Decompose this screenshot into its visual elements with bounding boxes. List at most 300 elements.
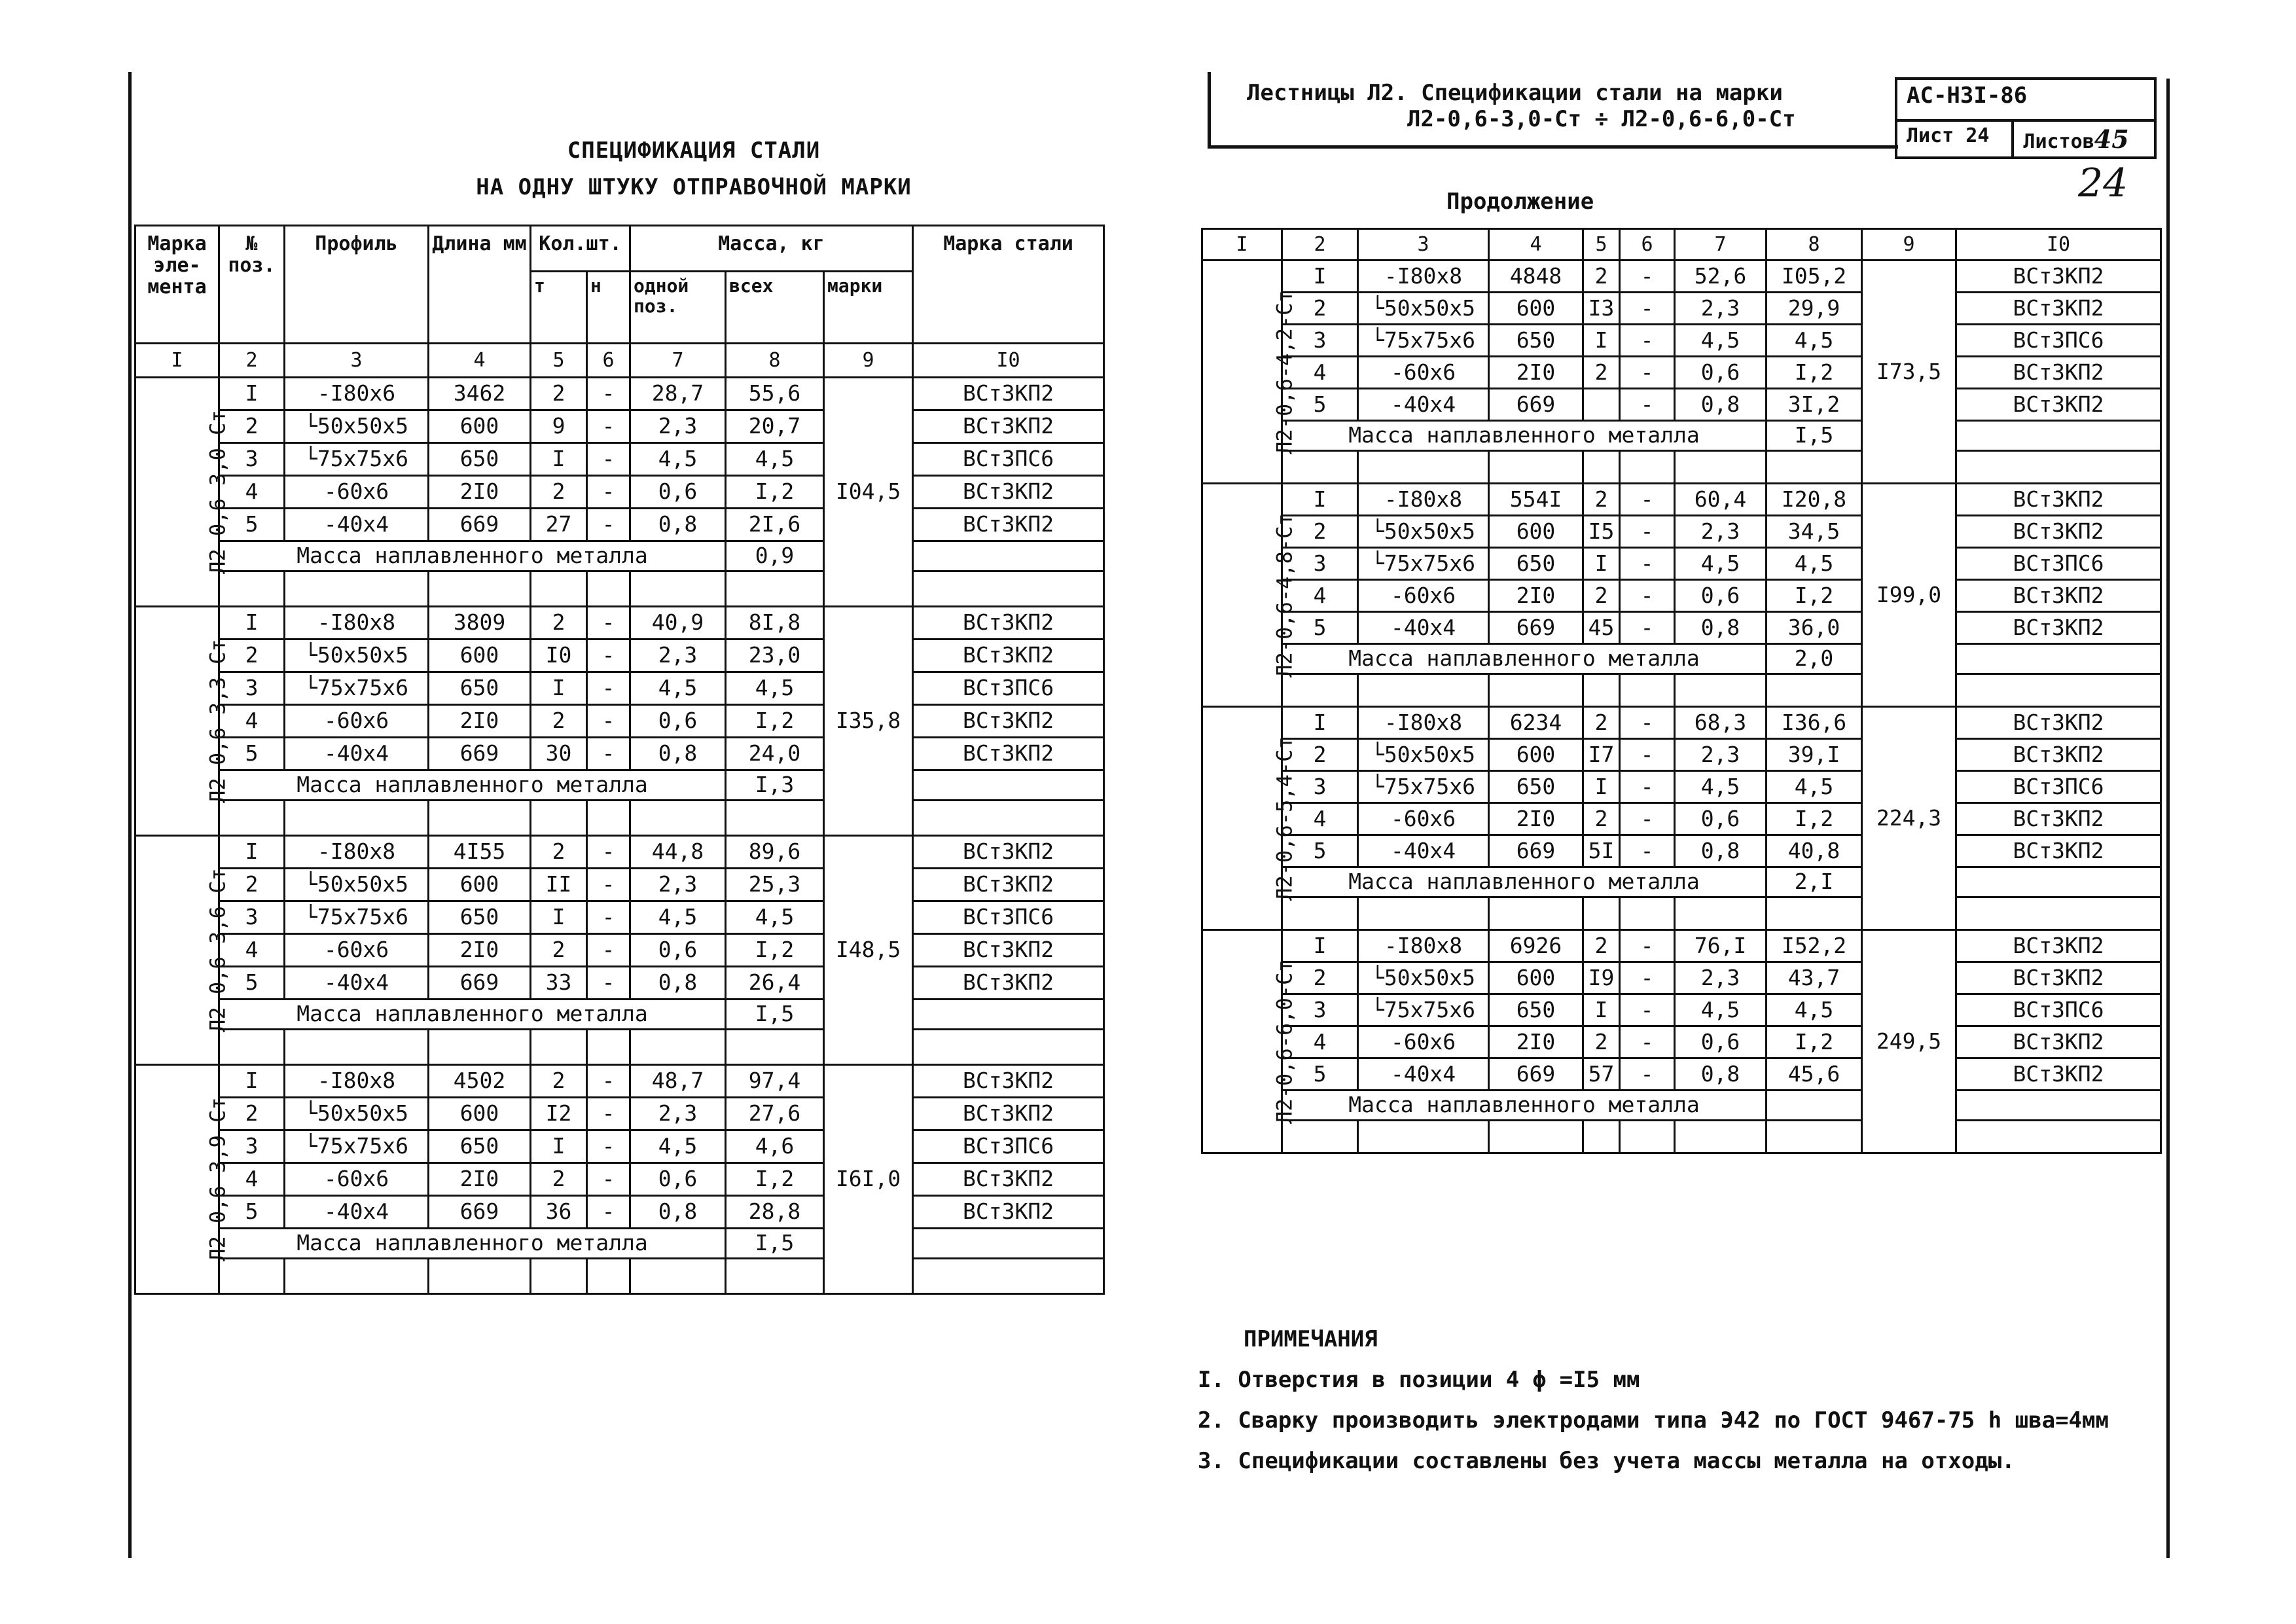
length-cell: 4848 bbox=[1489, 261, 1583, 293]
mass-one-cell: 2,3 bbox=[630, 869, 726, 901]
pos-cell: 5 bbox=[1282, 612, 1358, 644]
right-colnum: I0 bbox=[1956, 229, 2161, 261]
pos-cell: 3 bbox=[1282, 771, 1358, 803]
profile-cell: └50х50х5 bbox=[1358, 739, 1489, 771]
qty-n-cell: - bbox=[1620, 261, 1675, 293]
length-cell: 650 bbox=[1489, 548, 1583, 580]
left-colnum: 9 bbox=[824, 344, 913, 378]
note-3: 3. Спецификации составлены без учета массы металла на отходы. bbox=[1198, 1448, 2015, 1474]
length-cell: 600 bbox=[429, 1098, 531, 1130]
table-row bbox=[135, 901, 1104, 934]
filler-cell bbox=[219, 1030, 285, 1065]
weld-steel-blank bbox=[913, 1229, 1104, 1259]
qty-n-cell: - bbox=[1620, 484, 1675, 516]
qty-n-cell: - bbox=[1620, 994, 1675, 1026]
mass-all-cell: 28,8 bbox=[726, 1196, 824, 1229]
pos-cell: 4 bbox=[219, 1163, 285, 1196]
qty-t-cell: 2 bbox=[531, 607, 587, 640]
filler-cell bbox=[1358, 674, 1489, 707]
left-colnum: I bbox=[135, 344, 219, 378]
pos-cell: 4 bbox=[1282, 580, 1358, 612]
mass-one-cell: 2,3 bbox=[630, 1098, 726, 1130]
element-mark-cell bbox=[1202, 930, 1297, 1153]
pos-cell: 5 bbox=[219, 738, 285, 770]
qty-n-cell: - bbox=[587, 967, 630, 1000]
length-cell: 669 bbox=[1489, 389, 1583, 421]
length-cell: 2I0 bbox=[429, 705, 531, 738]
steel-cell: ВСт3ПС6 bbox=[1956, 994, 2161, 1026]
mass-one-cell: 2,3 bbox=[1675, 516, 1767, 548]
mass-all-cell: 4,5 bbox=[726, 901, 824, 934]
weld-row bbox=[135, 541, 1104, 571]
left-colnum: 7 bbox=[630, 344, 726, 378]
filler-cell bbox=[630, 571, 726, 607]
mass-one-cell: 68,3 bbox=[1675, 707, 1767, 739]
filler-cell bbox=[429, 571, 531, 607]
mass-mark-cell: 249,5 bbox=[1862, 930, 1956, 1153]
length-cell: 669 bbox=[429, 1196, 531, 1229]
mass-one-cell: 4,5 bbox=[1675, 994, 1767, 1026]
table-row bbox=[135, 607, 1104, 640]
qty-n-cell: - bbox=[587, 738, 630, 770]
profile-cell: -60х6 bbox=[285, 934, 429, 967]
mass-one-cell: 0,6 bbox=[630, 476, 726, 509]
steel-cell: ВСт3КП2 bbox=[913, 640, 1104, 672]
length-cell: 650 bbox=[1489, 994, 1583, 1026]
qty-t-cell: II bbox=[531, 869, 587, 901]
element-mark: Л2-0,6-3,9-Ст bbox=[205, 1097, 230, 1262]
pos-cell: 3 bbox=[219, 443, 285, 476]
pos-cell: 2 bbox=[1282, 516, 1358, 548]
mass-one-cell: 4,5 bbox=[630, 1130, 726, 1163]
length-cell: 2I0 bbox=[429, 1163, 531, 1196]
pos-cell: 2 bbox=[219, 869, 285, 901]
profile-cell: └75х75х6 bbox=[285, 1130, 429, 1163]
left-colnum: 3 bbox=[285, 344, 429, 378]
steel-cell: ВСт3КП2 bbox=[1956, 835, 2161, 867]
table-row bbox=[1202, 994, 2161, 1026]
left-colnum: 5 bbox=[531, 344, 587, 378]
qty-t-cell: 2 bbox=[531, 1163, 587, 1196]
left-border-line bbox=[128, 72, 132, 1558]
handwritten-sheet-number: 24 bbox=[2078, 160, 2128, 206]
steel-cell: ВСт3КП2 bbox=[913, 476, 1104, 509]
mass-one-cell: 0,6 bbox=[630, 1163, 726, 1196]
pos-cell: 2 bbox=[1282, 962, 1358, 994]
filler-cell bbox=[1767, 674, 1862, 707]
mass-one-cell: 0,8 bbox=[1675, 835, 1767, 867]
element-mark-cell bbox=[1202, 484, 1297, 707]
steel-cell: ВСт3КП2 bbox=[913, 1065, 1104, 1098]
weld-label: Масса наплавленного металла bbox=[1282, 1091, 1767, 1121]
profile-cell: -40х4 bbox=[1358, 835, 1489, 867]
qty-n-cell: - bbox=[1620, 1058, 1675, 1091]
mass-mark-cell: I6I,0 bbox=[824, 1065, 913, 1294]
steel-cell: ВСт3КП2 bbox=[913, 607, 1104, 640]
steel-cell: ВСт3КП2 bbox=[1956, 484, 2161, 516]
table-row bbox=[135, 410, 1104, 443]
mass-one-cell: 28,7 bbox=[630, 378, 726, 410]
mass-all-cell: I,2 bbox=[1767, 803, 1862, 835]
qty-n-cell: - bbox=[587, 476, 630, 509]
profile-cell: └50х50х5 bbox=[1358, 516, 1489, 548]
mass-one-cell: 4,5 bbox=[1675, 325, 1767, 357]
table-row bbox=[1202, 357, 2161, 389]
table-row bbox=[135, 738, 1104, 770]
mass-mark-cell: 224,3 bbox=[1862, 707, 1956, 930]
left-hdr-pos: № поз. bbox=[219, 226, 285, 344]
pos-cell: I bbox=[1282, 261, 1358, 293]
qty-n-cell: - bbox=[587, 705, 630, 738]
profile-cell: └75х75х6 bbox=[1358, 325, 1489, 357]
left-colnum: 4 bbox=[429, 344, 531, 378]
qty-n-cell: - bbox=[1620, 707, 1675, 739]
element-mark: Л2-0,6-3,6-Ст bbox=[205, 868, 230, 1033]
mass-one-cell: 44,8 bbox=[630, 836, 726, 869]
profile-cell: -40х4 bbox=[1358, 389, 1489, 421]
pos-cell: 5 bbox=[1282, 389, 1358, 421]
continuation-label: Продолжение bbox=[1446, 189, 1594, 215]
mass-all-cell: 4,5 bbox=[1767, 548, 1862, 580]
mass-one-cell: 0,8 bbox=[630, 967, 726, 1000]
stamp-table bbox=[1895, 77, 2157, 159]
profile-cell: -60х6 bbox=[1358, 1026, 1489, 1058]
steel-cell: ВСт3ПС6 bbox=[913, 1130, 1104, 1163]
left-title bbox=[367, 137, 1021, 200]
table-row bbox=[1202, 739, 2161, 771]
mass-one-cell: 0,6 bbox=[1675, 803, 1767, 835]
weld-label: Масса наплавленного металла bbox=[1282, 867, 1767, 897]
qty-t-cell: 30 bbox=[531, 738, 587, 770]
left-hdr-length: Длина мм bbox=[429, 226, 531, 344]
qty-n-cell: - bbox=[587, 901, 630, 934]
note-1: I. Отверстия в позиции 4 ϕ =I5 мм bbox=[1198, 1367, 1640, 1393]
weld-steel-blank bbox=[1956, 421, 2161, 451]
note-2: 2. Сварку производить электродами типа Э42 по ГОСТ 9467-75 h шва=4мм bbox=[1198, 1407, 2109, 1434]
mass-one-cell: 76,I bbox=[1675, 930, 1767, 962]
pos-cell: 5 bbox=[219, 1196, 285, 1229]
length-cell: 669 bbox=[429, 738, 531, 770]
steel-cell: ВСт3КП2 bbox=[913, 967, 1104, 1000]
length-cell: 2I0 bbox=[1489, 1026, 1583, 1058]
left-hdr-qty-n: н bbox=[587, 272, 630, 344]
mass-all-cell: 4,5 bbox=[726, 672, 824, 705]
qty-n-cell: - bbox=[1620, 548, 1675, 580]
element-mark: Л2-0,6-4,2-Ст bbox=[1272, 290, 1297, 454]
left-hdr-steel: Марка стали bbox=[913, 226, 1104, 344]
mass-all-cell: I,2 bbox=[1767, 580, 1862, 612]
length-cell: 600 bbox=[1489, 739, 1583, 771]
profile-cell: -60х6 bbox=[285, 476, 429, 509]
mass-all-cell: I52,2 bbox=[1767, 930, 1862, 962]
mass-one-cell: 0,6 bbox=[630, 705, 726, 738]
steel-cell: ВСт3КП2 bbox=[913, 378, 1104, 410]
table-row bbox=[135, 640, 1104, 672]
mass-one-cell: 0,6 bbox=[1675, 1026, 1767, 1058]
qty-t-cell: 2 bbox=[531, 836, 587, 869]
qty-n-cell: - bbox=[587, 1196, 630, 1229]
profile-cell: -40х4 bbox=[285, 738, 429, 770]
left-spec-table bbox=[134, 225, 1105, 1295]
qty-n-cell: - bbox=[587, 836, 630, 869]
table-row bbox=[1202, 1058, 2161, 1091]
left-colnum: 2 bbox=[219, 344, 285, 378]
filler-cell bbox=[587, 801, 630, 836]
weld-steel-blank bbox=[913, 1000, 1104, 1030]
table-row bbox=[1202, 580, 2161, 612]
qty-n-cell: - bbox=[587, 1098, 630, 1130]
qty-n-cell: - bbox=[587, 443, 630, 476]
filler-cell bbox=[285, 571, 429, 607]
pos-cell: 2 bbox=[1282, 293, 1358, 325]
filler-cell bbox=[1675, 897, 1767, 930]
filler-cell bbox=[1583, 451, 1620, 484]
mass-mark-cell: I35,8 bbox=[824, 607, 913, 836]
table-row bbox=[1202, 835, 2161, 867]
mass-one-cell: 2,3 bbox=[630, 640, 726, 672]
steel-cell: ВСт3КП2 bbox=[913, 1196, 1104, 1229]
mass-one-cell: 0,8 bbox=[1675, 1058, 1767, 1091]
qty-t-cell: 2 bbox=[1583, 261, 1620, 293]
filler-cell bbox=[1620, 1121, 1675, 1153]
weld-mass: I,5 bbox=[726, 1000, 824, 1030]
steel-cell: ВСт3КП2 bbox=[1956, 580, 2161, 612]
profile-cell: -I80х8 bbox=[285, 1065, 429, 1098]
length-cell: 669 bbox=[1489, 835, 1583, 867]
filler-cell bbox=[587, 1259, 630, 1294]
mass-one-cell: 2,3 bbox=[1675, 962, 1767, 994]
qty-t-cell: 2 bbox=[1583, 484, 1620, 516]
filler-cell bbox=[531, 571, 587, 607]
qty-t-cell: 33 bbox=[531, 967, 587, 1000]
profile-cell: -60х6 bbox=[1358, 803, 1489, 835]
qty-t-cell: 2 bbox=[1583, 580, 1620, 612]
element-mark-cell bbox=[135, 607, 230, 836]
length-cell: 669 bbox=[429, 509, 531, 541]
qty-t-cell: I7 bbox=[1583, 739, 1620, 771]
pos-cell: I bbox=[1282, 484, 1358, 516]
filler-cell bbox=[1767, 451, 1862, 484]
mass-all-cell: 23,0 bbox=[726, 640, 824, 672]
mass-all-cell: 29,9 bbox=[1767, 293, 1862, 325]
steel-cell: ВСт3КП2 bbox=[1956, 293, 2161, 325]
mass-one-cell: 4,5 bbox=[1675, 548, 1767, 580]
mass-all-cell: 97,4 bbox=[726, 1065, 824, 1098]
profile-cell: -40х4 bbox=[1358, 1058, 1489, 1091]
table-row bbox=[1202, 325, 2161, 357]
element-mark-cell bbox=[135, 836, 230, 1065]
filler-cell bbox=[587, 571, 630, 607]
qty-n-cell: - bbox=[587, 509, 630, 541]
qty-n-cell: - bbox=[1620, 835, 1675, 867]
qty-n-cell: - bbox=[587, 607, 630, 640]
right-colnum: 8 bbox=[1767, 229, 1862, 261]
steel-cell: ВСт3КП2 bbox=[1956, 261, 2161, 293]
pos-cell: 4 bbox=[1282, 357, 1358, 389]
steel-cell: ВСт3ПС6 bbox=[1956, 771, 2161, 803]
left-hdr-mass: Масса, кг bbox=[630, 226, 913, 272]
left-hdr-profile: Профиль bbox=[285, 226, 429, 344]
table-row bbox=[135, 1196, 1104, 1229]
profile-cell: -60х6 bbox=[285, 705, 429, 738]
mass-all-cell: I,2 bbox=[726, 476, 824, 509]
mass-one-cell: 4,5 bbox=[630, 443, 726, 476]
filler-cell bbox=[1675, 674, 1767, 707]
table-row bbox=[135, 476, 1104, 509]
weld-label: Масса наплавленного металла bbox=[219, 1229, 726, 1259]
profile-cell: -40х4 bbox=[1358, 612, 1489, 644]
mass-all-cell: 26,4 bbox=[726, 967, 824, 1000]
steel-cell: ВСт3КП2 bbox=[1956, 930, 2161, 962]
weld-row bbox=[1202, 1091, 2161, 1121]
profile-cell: └75х75х6 bbox=[285, 901, 429, 934]
qty-t-cell: I bbox=[531, 672, 587, 705]
length-cell: 600 bbox=[429, 869, 531, 901]
steel-cell: ВСт3ПС6 bbox=[913, 672, 1104, 705]
weld-mass bbox=[1767, 1091, 1862, 1121]
pos-cell: 4 bbox=[219, 705, 285, 738]
right-colnum: 6 bbox=[1620, 229, 1675, 261]
length-cell: 650 bbox=[429, 901, 531, 934]
mass-one-cell: 0,8 bbox=[630, 1196, 726, 1229]
mass-one-cell: 4,5 bbox=[1675, 771, 1767, 803]
pos-cell: 3 bbox=[1282, 548, 1358, 580]
mass-all-cell: I05,2 bbox=[1767, 261, 1862, 293]
mass-all-cell: 40,8 bbox=[1767, 835, 1862, 867]
left-colnum: I0 bbox=[913, 344, 1104, 378]
filler-cell bbox=[1620, 897, 1675, 930]
profile-cell: └75х75х6 bbox=[1358, 548, 1489, 580]
table-row bbox=[135, 509, 1104, 541]
pos-cell: 4 bbox=[1282, 1026, 1358, 1058]
profile-cell: -I80х8 bbox=[285, 607, 429, 640]
weld-label: Масса наплавленного металла bbox=[219, 770, 726, 801]
qty-n-cell: - bbox=[1620, 739, 1675, 771]
qty-n-cell: - bbox=[1620, 325, 1675, 357]
table-row bbox=[135, 934, 1104, 967]
length-cell: 650 bbox=[429, 1130, 531, 1163]
weld-mass: I,3 bbox=[726, 770, 824, 801]
pos-cell: 5 bbox=[1282, 835, 1358, 867]
mass-one-cell: 4,5 bbox=[630, 901, 726, 934]
qty-t-cell: 2 bbox=[531, 934, 587, 967]
element-mark-cell bbox=[135, 1065, 230, 1294]
weld-label: Масса наплавленного металла bbox=[219, 1000, 726, 1030]
mass-one-cell: 0,6 bbox=[630, 934, 726, 967]
filler-cell bbox=[531, 1030, 587, 1065]
right-colnum: 2 bbox=[1282, 229, 1358, 261]
filler-cell bbox=[726, 801, 824, 836]
mass-all-cell: 20,7 bbox=[726, 410, 824, 443]
filler-cell bbox=[1358, 897, 1489, 930]
profile-cell: └75х75х6 bbox=[1358, 771, 1489, 803]
profile-cell: -60х6 bbox=[1358, 357, 1489, 389]
pos-cell: 5 bbox=[219, 967, 285, 1000]
pos-cell: I bbox=[219, 378, 285, 410]
filler-row bbox=[135, 1030, 1104, 1065]
pos-cell: I bbox=[219, 836, 285, 869]
stamp-sheets-label: Листов bbox=[2023, 130, 2094, 153]
steel-cell: ВСт3КП2 bbox=[913, 934, 1104, 967]
steel-cell: ВСт3КП2 bbox=[913, 410, 1104, 443]
steel-cell: ВСт3КП2 bbox=[913, 869, 1104, 901]
stamp-caption-line1: Лестницы Л2. Спецификации стали на марки bbox=[1247, 80, 1783, 106]
filler-cell bbox=[1620, 674, 1675, 707]
right-colnum: 7 bbox=[1675, 229, 1767, 261]
left-hdr-qty: Кол.шт. bbox=[531, 226, 630, 272]
element-mark: Л2-0,6-4,8-Ст bbox=[1272, 513, 1297, 677]
steel-cell: ВСт3КП2 bbox=[1956, 739, 2161, 771]
pos-cell: 4 bbox=[219, 934, 285, 967]
mass-one-cell: 2,3 bbox=[630, 410, 726, 443]
mass-all-cell: 4,5 bbox=[1767, 771, 1862, 803]
mass-all-cell: I,2 bbox=[1767, 357, 1862, 389]
steel-cell: ВСт3КП2 bbox=[1956, 1058, 2161, 1091]
profile-cell: └50х50х5 bbox=[285, 410, 429, 443]
table-row bbox=[135, 1065, 1104, 1098]
table-row bbox=[135, 1163, 1104, 1196]
qty-n-cell: - bbox=[1620, 580, 1675, 612]
steel-cell: ВСт3ПС6 bbox=[1956, 325, 2161, 357]
profile-cell: └50х50х5 bbox=[285, 1098, 429, 1130]
steel-cell: ВСт3КП2 bbox=[913, 1098, 1104, 1130]
filler-cell bbox=[1956, 674, 2161, 707]
filler-cell bbox=[285, 1259, 429, 1294]
weld-mass: 0,9 bbox=[726, 541, 824, 571]
filler-cell bbox=[1620, 451, 1675, 484]
mass-one-cell: 0,6 bbox=[1675, 357, 1767, 389]
table-row bbox=[1202, 516, 2161, 548]
table-row bbox=[1202, 962, 2161, 994]
notes-block bbox=[1198, 1319, 2147, 1481]
qty-n-cell: - bbox=[1620, 612, 1675, 644]
filler-row bbox=[135, 1259, 1104, 1294]
table-row bbox=[1202, 803, 2161, 835]
weld-steel-blank bbox=[913, 770, 1104, 801]
mass-all-cell: I20,8 bbox=[1767, 484, 1862, 516]
qty-t-cell: 2 bbox=[531, 476, 587, 509]
filler-row bbox=[1202, 1121, 2161, 1153]
filler-cell bbox=[1358, 1121, 1489, 1153]
mass-all-cell: 3I,2 bbox=[1767, 389, 1862, 421]
table-row bbox=[1202, 484, 2161, 516]
filler-cell bbox=[630, 1030, 726, 1065]
weld-steel-blank bbox=[1956, 644, 2161, 674]
qty-t-cell: 2 bbox=[1583, 930, 1620, 962]
length-cell: 4I55 bbox=[429, 836, 531, 869]
right-colnum: 5 bbox=[1583, 229, 1620, 261]
weld-mass: 2,I bbox=[1767, 867, 1862, 897]
mass-all-cell: 24,0 bbox=[726, 738, 824, 770]
qty-n-cell: - bbox=[587, 378, 630, 410]
filler-cell bbox=[913, 801, 1104, 836]
filler-row bbox=[1202, 674, 2161, 707]
right-colnum: 9 bbox=[1862, 229, 1956, 261]
profile-cell: └75х75х6 bbox=[1358, 994, 1489, 1026]
stamp-sheets-value: 45 bbox=[2094, 124, 2129, 154]
filler-cell bbox=[531, 1259, 587, 1294]
profile-cell: └50х50х5 bbox=[285, 869, 429, 901]
filler-cell bbox=[726, 1259, 824, 1294]
mass-all-cell: 43,7 bbox=[1767, 962, 1862, 994]
qty-t-cell: I3 bbox=[1583, 293, 1620, 325]
notes-heading: ПРИМЕЧАНИЯ bbox=[1244, 1326, 1378, 1352]
filler-cell bbox=[1282, 1121, 1358, 1153]
mass-one-cell: 2,3 bbox=[1675, 293, 1767, 325]
length-cell: 669 bbox=[429, 967, 531, 1000]
filler-cell bbox=[726, 1030, 824, 1065]
mass-one-cell: 0,8 bbox=[630, 509, 726, 541]
